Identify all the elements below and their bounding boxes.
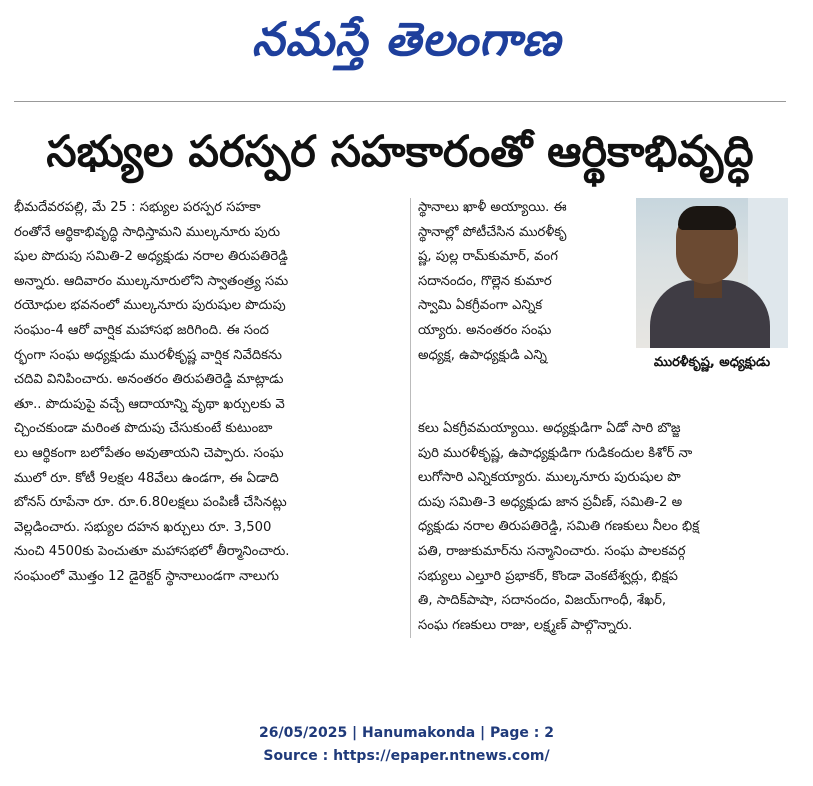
article-text-line: చదివి వినిపించారు. అనంతరం తిరుపతిరెడ్డి మాట్లాడు <box>14 372 284 388</box>
article-text-line: స్థానాలు ఖాళీ అయ్యాయి. ఈ <box>418 200 567 215</box>
article-text-line: రయోధుల భవనంలో ముల్కనూరు పురుషుల పొదుపు <box>14 298 286 314</box>
article-text-line: దుపు సమితి-3 అధ్యక్షుడు జాన ప్రవీణ్, సమితి-2 అ <box>418 494 683 510</box>
article-text-line: సంఘ గణకులు రాజు, లక్ష్మణ్ పాల్గొన్నారు. <box>418 617 633 633</box>
article-text-line: బోనస్ రూపేనా రూ. రూ.6.80లక్షలు పంపిణీ చేసినట్లు <box>14 495 287 511</box>
footer-source: Source : https://epaper.ntnews.com/ <box>263 748 550 764</box>
article-column-left <box>14 196 409 590</box>
article-text-line: ర్భంగా సంఘ అధ్యక్షుడు మురళీకృష్ణ వార్షిక నివేదికను <box>14 347 282 363</box>
article-text-line: లుగోసారి ఎన్నికయ్యారు. ముల్కనూరు పురుషుల పొ <box>418 470 681 486</box>
article-text-line: స్థానాల్లో పోటీచేసిన మురళీకృ <box>418 224 567 240</box>
article-column-right-bottom <box>418 417 788 638</box>
article-text-line: ములో రూ. కోటీ 9లక్షల 48వేలు ఉండగా, ఈ ఏడాది <box>14 470 279 486</box>
article-text-line: నుంచి 4500కు పెంచుతూ మహాసభలో తీర్మానించారు. <box>14 544 290 560</box>
article-text-line: కలు ఏకగ్రీవమయ్యాయి. అధ్యక్షుడిగా ఏడో సారి బొజ్జ <box>418 421 681 436</box>
article-text-line: సంఘం-4 ఆరో వార్షిక మహాసభ జరిగింది. ఈ సంద <box>14 322 269 338</box>
masthead-rule <box>14 101 786 102</box>
photo-caption: మురళీకృష్ణ, అధ్యక్షుడు <box>653 355 771 370</box>
article-text-line: పురి మురళీకృష్ణ, ఉపాధ్యక్షుడిగా గుడికందుల కిశోర్ నా <box>418 445 693 461</box>
article-text-line: సదానందం, గొల్లెన కుమార <box>418 273 552 289</box>
footer-date-edition: 26/05/2025 | Hanumakonda | Page : 2 <box>259 725 554 741</box>
article-text-line: తూ.. పొదుపుపై వచ్చే ఆదాయాన్ని వృథా ఖర్చులకు వె <box>14 396 285 412</box>
article-text-line: అధ్యక్ష, ఉపాధ్యక్షుడి ఎన్ని <box>418 347 547 363</box>
article-text-line: సభ్యులు ఎల్తూరి ప్రభాకర్, కొండా వెంకటేశ్వర్లు, భిక్షప <box>418 568 678 584</box>
article-text-line: పతి, రాజుకుమార్‌ను సన్మానించారు. సంఘ పాలకవర్గ <box>418 543 686 559</box>
article-text-line: ధ్యక్షుడు నరాల తిరుపతిరెడ్డి, సమితి గణకులు నీలం భిక్ష <box>418 519 700 535</box>
photo-hair <box>678 206 736 230</box>
article-column-right-top <box>418 196 628 368</box>
article-text-line: అన్నారు. ఆదివారం ముల్కనూరులోని స్వాతంత్ర్య సమ <box>14 273 289 289</box>
article-headline: సభ్యుల పరస్పర సహకారంతో ఆర్థికాభివృద్ధి <box>46 127 754 177</box>
article-text-line: భీమదేవరపల్లి, మే 25 : సభ్యుల పరస్పర సహకా <box>14 200 261 215</box>
article-text-line: రంతోనే ఆర్థికాభివృద్ధి సాధిస్తామని ముల్కనూరు పురు <box>14 224 281 240</box>
article-text-line: షుల పొదుపు సమితి-2 అధ్యక్షుడు నరాల తిరుపతిరెడ్డి <box>14 249 288 265</box>
column-divider <box>410 198 411 638</box>
president-photo <box>636 198 788 348</box>
article-text-line: లు ఆర్థికంగా బలోపేతం అవుతాయని చెప్పారు. సంఘ <box>14 445 284 461</box>
article-text-line: స్వామి ఏకగ్రీవంగా ఎన్నిక <box>418 298 543 314</box>
article-text-line: వెల్లడించారు. సభ్యుల దహన ఖర్చులు రూ. 3,500 <box>14 519 272 535</box>
article-text-line: య్యారు. అనంతరం సంఘ <box>418 322 552 338</box>
article-text-line: సంఘంలో మొత్తం 12 డైరెక్టర్ స్థానాలుండగా నాలుగు <box>14 568 279 584</box>
article-text-line: తి, సాదిక్‌పాషా, సదానందం, విజయ్‌గాంధీ, శేఖర్, <box>418 593 667 609</box>
article-text-line: చ్చించకుండా మరింత పొదుపు చేసుకుంటే కుటుంబా <box>14 421 273 437</box>
article-text-line: ష్ణ, పుల్ల రామ్‌కుమార్, వంగ <box>418 249 558 265</box>
masthead-logo: నమస్తే తెలంగాణ <box>251 12 562 66</box>
